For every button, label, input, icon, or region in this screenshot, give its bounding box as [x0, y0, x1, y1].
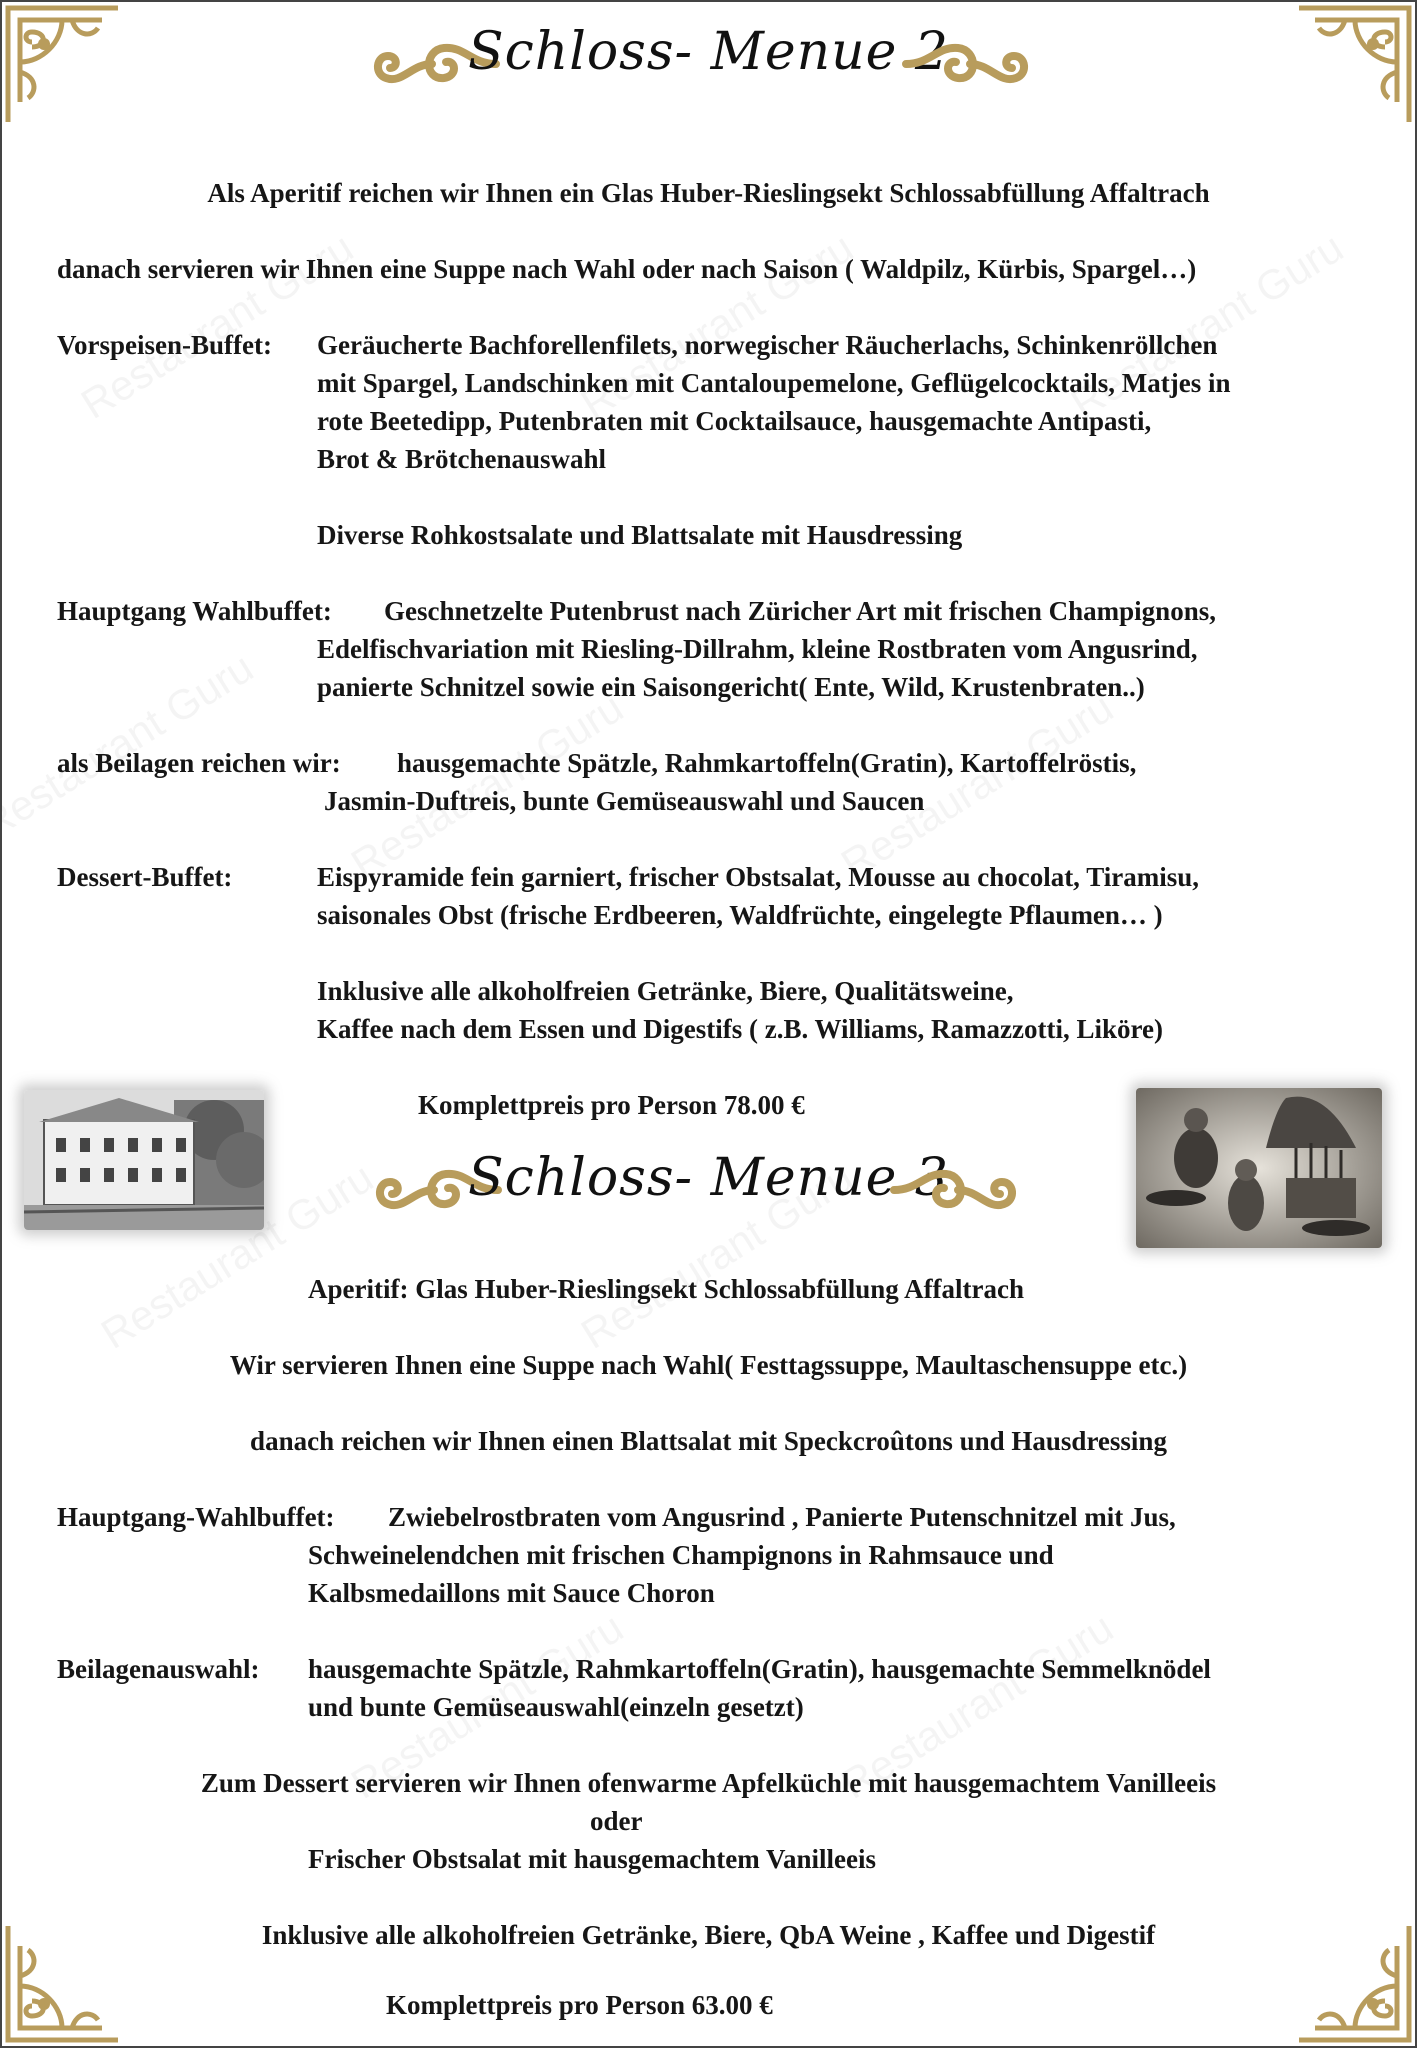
menu2-suppe: danach servieren wir Ihnen eine Suppe nach Wahl oder nach Saison ( Waldpilz, Kürbis, Spargel…): [57, 254, 1197, 284]
menu3-hauptgang-label: Hauptgang-Wahlbuffet:: [57, 1502, 335, 1532]
vorspeisen-line: mit Spargel, Landschinken mit Cantaloupemelone, Geflügelcocktails, Matjes in: [317, 368, 1231, 398]
menu3-title: Schloss- Menue 3: [467, 1148, 950, 1208]
beilagen-line: Jasmin-Duftreis, bunte Gemüseauswahl und Saucen: [324, 786, 925, 816]
menu3-inklusive: Inklusive alle alkoholfreien Getränke, Biere, QbA Weine , Kaffee und Digestif: [261, 1920, 1156, 1950]
vorspeisen-label: Vorspeisen-Buffet:: [57, 330, 272, 360]
hauptgang-line: Geschnetzelte Putenbrust nach Züricher Art mit frischen Champignons,: [384, 596, 1216, 626]
vorspeisen-line: Geräucherte Bachforellenfilets, norwegischer Räucherlachs, Schinkenröllchen: [317, 330, 1218, 360]
menu3-dessert-or: oder: [590, 1806, 643, 1836]
dessert-line: saisonales Obst (frische Erdbeeren, Waldfrüchte, eingelegte Pflaumen… ): [317, 900, 1163, 930]
menu3-dessert-line: Frischer Obstsalat mit hausgemachtem Vanilleeis: [308, 1844, 876, 1874]
menu2-title: Schloss- Menue 2: [467, 22, 950, 82]
menu2-salate: Diverse Rohkostsalate und Blattsalate mit Hausdressing: [317, 520, 963, 550]
inklusive-line: Inklusive alle alkoholfreien Getränke, Biere, Qualitätsweine,: [317, 976, 1014, 1006]
inklusive-line: Kaffee nach dem Essen und Digestifs ( z.B. Williams, Ramazzotti, Liköre): [317, 1014, 1163, 1044]
menu3-beilagen-line: und bunte Gemüseauswahl(einzeln gesetzt): [308, 1692, 804, 1722]
menu3-dessert-line: Zum Dessert servieren wir Ihnen ofenwarme Apfelküchle mit hausgemachtem Vanilleeis: [200, 1768, 1217, 1798]
menu3-hauptgang-line: Zwiebelrostbraten vom Angusrind , Panierte Putenschnitzel mit Jus,: [388, 1502, 1176, 1532]
vorspeisen-line: rote Beetedipp, Putenbraten mit Cocktailsauce, hausgemachte Antipasti,: [317, 406, 1152, 436]
menu3-header: [2, 1140, 1415, 1240]
menu3-suppe: Wir servieren Ihnen eine Suppe nach Wahl( Festtagssuppe, Maultaschensuppe etc.): [229, 1350, 1188, 1380]
hauptgang-line: panierte Schnitzel sowie ein Saisongericht( Ente, Wild, Krustenbraten..): [317, 672, 1145, 702]
swirl-ornament-icon: [902, 34, 1030, 94]
swirl-ornament-icon: [890, 1160, 1018, 1220]
beilagen-line: hausgemachte Spätzle, Rahmkartoffeln(Gratin), Kartoffelröstis,: [397, 748, 1137, 778]
menu3-hauptgang-line: Schweinelendchen mit frischen Champignons in Rahmsauce und: [308, 1540, 1054, 1570]
hauptgang-line: Edelfischvariation mit Riesling-Dillrahm, kleine Rostbraten vom Angusrind,: [317, 634, 1198, 664]
hauptgang-label: Hauptgang Wahlbuffet:: [57, 596, 332, 626]
menu2-price: Komplettpreis pro Person 78.00 €: [418, 1090, 805, 1120]
menu3-salat: danach reichen wir Ihnen einen Blattsalat mit Speckcroûtons und Hausdressing: [250, 1426, 1167, 1456]
menu3-price: Komplettpreis pro Person 63.00 €: [386, 1990, 773, 2020]
vorspeisen-line: Brot & Brötchenauswahl: [317, 444, 607, 474]
menu2-header: [2, 14, 1415, 114]
dessert-line: Eispyramide fein garniert, frischer Obstsalat, Mousse au chocolat, Tiramisu,: [317, 862, 1199, 892]
dessert-label: Dessert-Buffet:: [57, 862, 233, 892]
menu3-beilagen-line: hausgemachte Spätzle, Rahmkartoffeln(Gratin), hausgemachte Semmelknödel: [308, 1654, 1211, 1684]
beilagen-label: als Beilagen reichen wir:: [57, 748, 341, 778]
menu3-beilagen-label: Beilagenauswahl:: [57, 1654, 260, 1684]
menu3-hauptgang-line: Kalbsmedaillons mit Sauce Choron: [308, 1578, 715, 1608]
menu3-aperitif: Aperitif: Glas Huber-Rieslingsekt Schlossabfüllung Affaltrach: [308, 1274, 1025, 1304]
menu2-aperitif: Als Aperitif reichen wir Ihnen ein Glas Huber-Rieslingsekt Schlossabfüllung Affaltrach: [207, 178, 1210, 208]
